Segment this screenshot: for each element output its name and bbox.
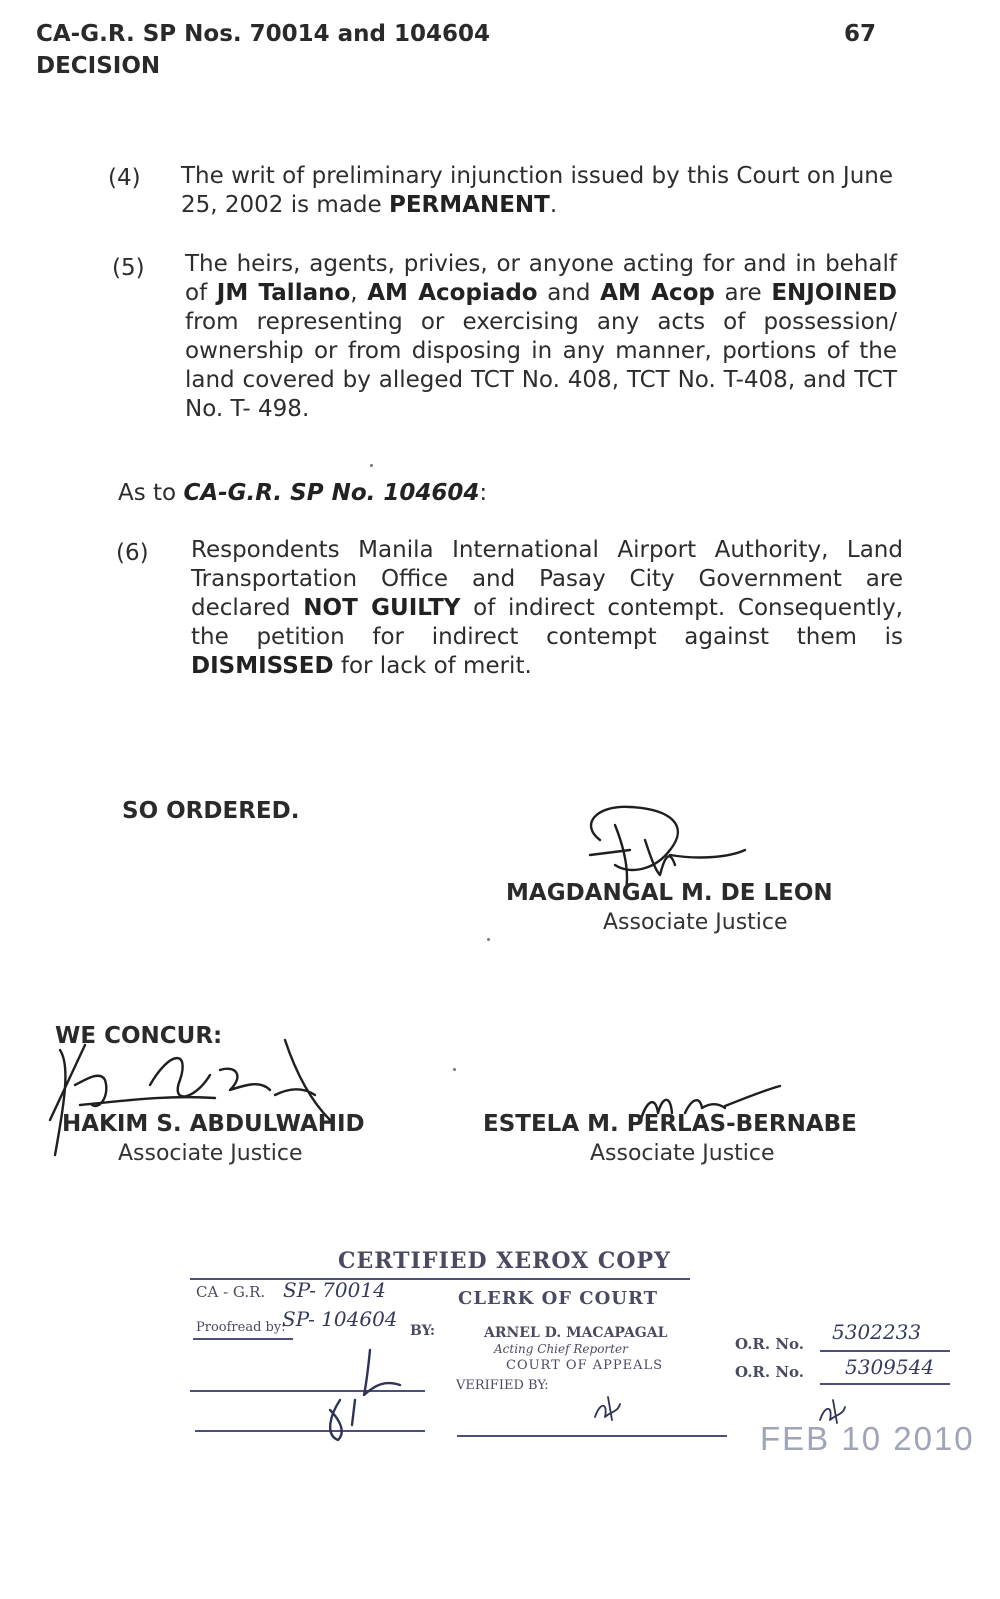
stamp-or-value-2: 5309544 bbox=[845, 1355, 935, 1379]
item-5-text-part: The heirs, agents, privies, or anyone acting for and in behalf of bbox=[185, 251, 897, 306]
concurring-2-title: Associate Justice bbox=[590, 1141, 775, 1166]
item-6-number: (6) bbox=[116, 540, 149, 566]
item-4-number: (4) bbox=[108, 165, 141, 191]
item-4-text-part: The writ of preliminary injunction issued by this Court on June 25, 2002 is made bbox=[181, 163, 893, 218]
stamp-rule bbox=[457, 1435, 727, 1437]
concurring-1-title: Associate Justice bbox=[118, 1141, 303, 1166]
item-6-text bbox=[191, 536, 903, 681]
item-6-text-part: Respondents Manila International Airport Authority, Land Transportation Office and Pasay City Government are declared bbox=[191, 537, 903, 621]
document-type-header: DECISION bbox=[36, 53, 161, 79]
stamp-rule bbox=[820, 1350, 950, 1352]
abdulwahid-signature bbox=[30, 1010, 340, 1160]
stamp-or-label-1: O.R. No. bbox=[735, 1335, 804, 1353]
stamp-rule bbox=[820, 1383, 950, 1385]
as-to-suffix: : bbox=[479, 480, 488, 506]
as-to-line bbox=[118, 479, 487, 508]
stamp-date: FEB 10 2010 bbox=[760, 1420, 975, 1457]
item-4-text-part: . bbox=[549, 192, 558, 218]
handwritten-initials-2 bbox=[590, 1392, 630, 1427]
item-5-text-part: and bbox=[537, 280, 601, 306]
stamp-or-value-1: 5302233 bbox=[832, 1320, 922, 1344]
am-acop-name: AM Acop bbox=[600, 280, 715, 306]
stamp-or-label-2: O.R. No. bbox=[735, 1363, 804, 1381]
we-concur-label: WE CONCUR: bbox=[55, 1023, 223, 1049]
page-number: 67 bbox=[844, 21, 877, 47]
handwritten-initials-3 bbox=[815, 1395, 855, 1430]
as-to-prefix: As to bbox=[118, 480, 184, 506]
permanent-emphasis: PERMANENT bbox=[388, 192, 550, 218]
enjoined-emphasis: ENJOINED bbox=[771, 280, 897, 306]
not-guilty-emphasis: NOT GUILTY bbox=[303, 595, 461, 621]
stamp-clerk-of-court: CLERK OF COURT bbox=[458, 1288, 659, 1309]
item-4-text bbox=[181, 162, 893, 220]
am-acopiado-name: AM Acopiado bbox=[367, 280, 538, 306]
jm-tallano-name: JM Tallano bbox=[216, 280, 351, 306]
so-ordered: SO ORDERED. bbox=[122, 798, 300, 824]
item-5-text-part: from representing or exercising any acts of possession/ ownership or from disposing in any manner, portions of the land covered by alleged TCT No. 408, TCT No. T-408, and TCT No. T- 498. bbox=[185, 309, 897, 422]
concurring-1-name: HAKIM S. ABDULWAHID bbox=[62, 1111, 365, 1137]
stamp-case-label: CA - G.R. bbox=[196, 1283, 266, 1301]
case-numbers-header: CA-G.R. SP Nos. 70014 and 104604 bbox=[36, 21, 491, 47]
scan-speck bbox=[453, 1068, 456, 1071]
item-6-text-part: of indirect contempt. Consequently, the petition for indirect contempt against them is bbox=[191, 595, 903, 650]
stamp-rule bbox=[190, 1278, 690, 1280]
item-6-text-part: for lack of merit. bbox=[333, 653, 532, 679]
stamp-case-handwritten-2: SP- 104604 bbox=[282, 1307, 398, 1331]
stamp-verified-label: VERIFIED BY: bbox=[456, 1378, 549, 1393]
item-5-number: (5) bbox=[112, 255, 145, 281]
ponente-title: Associate Justice bbox=[603, 910, 788, 935]
certified-copy-stamp-title: CERTIFIED XEROX COPY bbox=[338, 1248, 671, 1274]
as-to-case-number: CA-G.R. SP No. 104604 bbox=[183, 480, 480, 506]
stamp-by-label: BY: bbox=[410, 1323, 436, 1339]
stamp-proofread-label: Proofread by: bbox=[196, 1320, 286, 1335]
stamp-clerk-title: Acting Chief Reporter bbox=[494, 1342, 628, 1356]
ponente-name: MAGDANGAL M. DE LEON bbox=[506, 880, 833, 906]
dismissed-emphasis: DISMISSED bbox=[191, 653, 334, 679]
stamp-court-of-appeals: COURT OF APPEALS bbox=[506, 1358, 664, 1373]
item-5-text-part: are bbox=[714, 280, 772, 306]
concurring-2-name: ESTELA M. PERLAS-BERNABE bbox=[483, 1111, 857, 1137]
scan-speck bbox=[370, 464, 373, 467]
item-5-text-part: , bbox=[350, 280, 368, 306]
scan-speck bbox=[487, 938, 490, 941]
stamp-case-handwritten-1: SP- 70014 bbox=[283, 1278, 386, 1302]
stamp-rule bbox=[193, 1338, 293, 1340]
handwritten-initials-1 bbox=[300, 1340, 420, 1450]
item-5-text bbox=[185, 250, 897, 424]
stamp-clerk-name: ARNEL D. MACAPAGAL bbox=[484, 1325, 668, 1341]
